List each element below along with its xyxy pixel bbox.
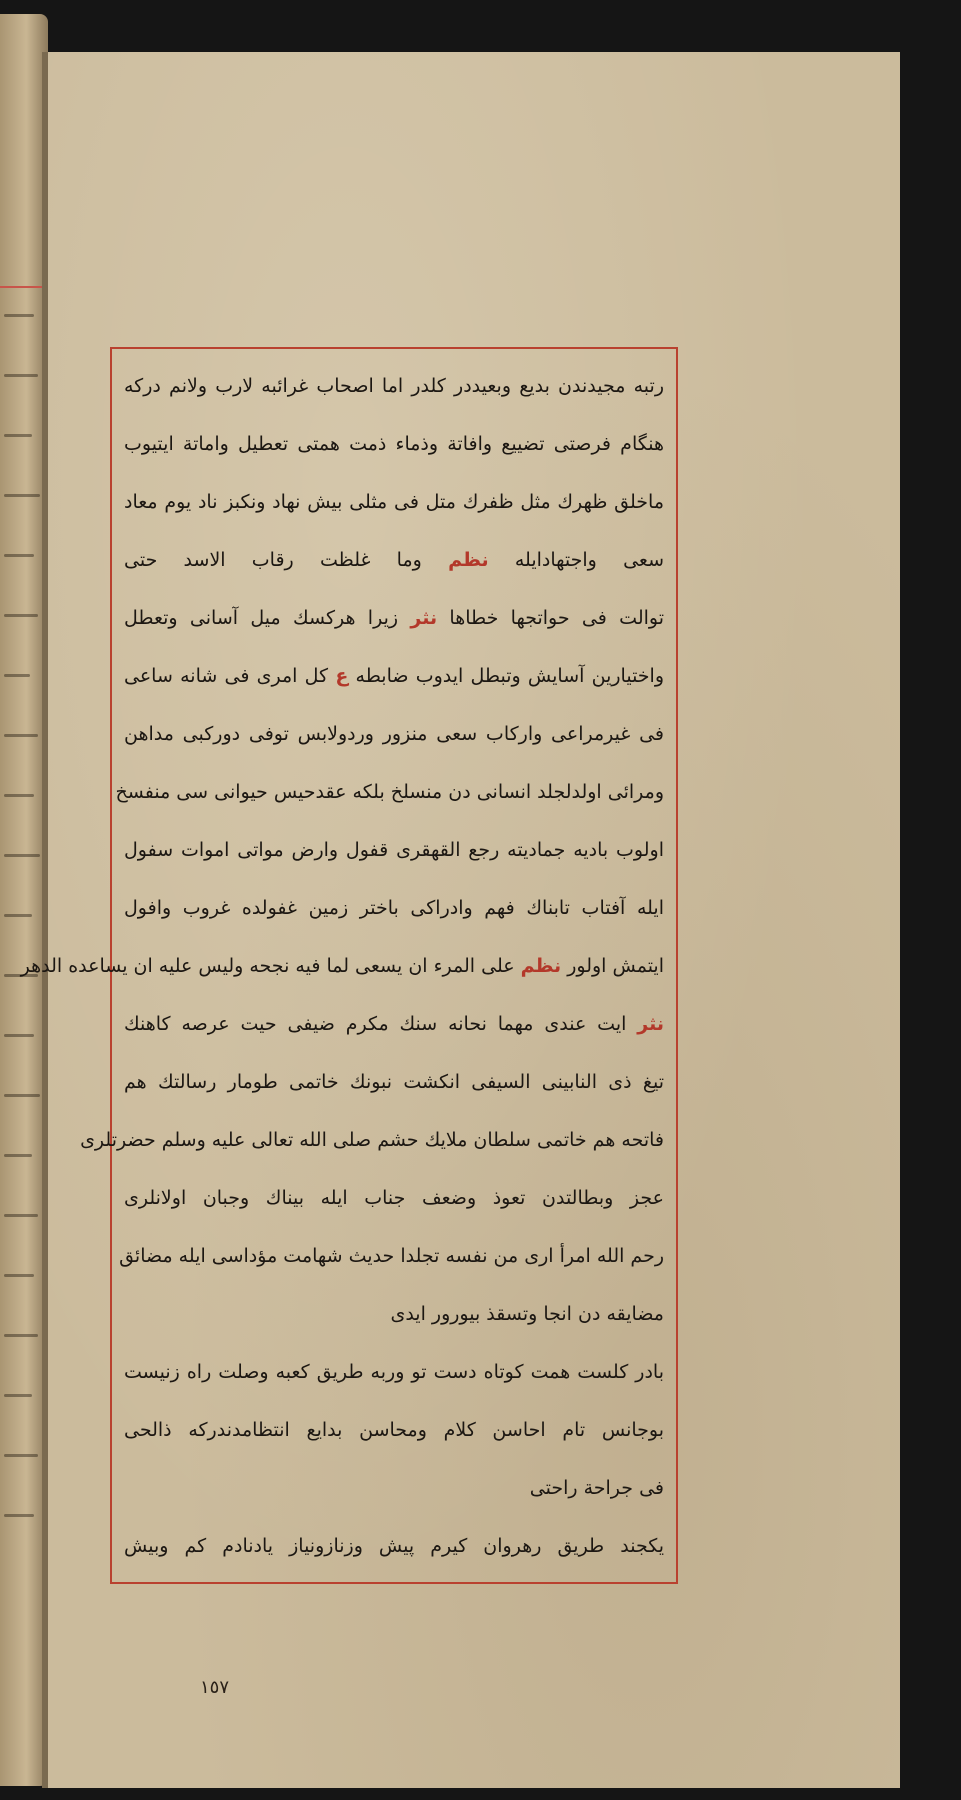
text-line <box>124 995 664 1053</box>
line-text: فی غیرمراعی وارکاب سعی منزور وردولابس توفی دورکبی مداهن <box>124 723 664 745</box>
rubric-heading: ع <box>335 665 349 687</box>
folio-number: ١٥٧ <box>200 1677 230 1698</box>
facing-page-text <box>4 1454 38 1457</box>
line-text: ایت عندی مهما نحانه سنك مکرم ضیفی حیت عرصه کاهنك <box>124 1013 627 1035</box>
manuscript-page <box>20 52 900 1788</box>
facing-page-text <box>4 1034 34 1037</box>
line-text: اولوب بادیه جمادیته رجع القهقری قفول وارض مواتی اموات سفول <box>124 839 664 861</box>
rubric-heading: نظم <box>520 955 562 977</box>
text-line <box>124 879 664 937</box>
facing-page-text <box>4 1334 38 1337</box>
facing-page-edge <box>0 14 48 1786</box>
rubric-heading: نظم <box>448 549 489 571</box>
facing-page-text <box>4 1514 34 1517</box>
text-line <box>124 357 664 415</box>
line-text: زیرا هرکسك میل آسانی وتعطل <box>124 607 399 629</box>
line-text: تیغ ذی النابینی السیفی انکشت نبونك خاتمی طومار رسالتك هم <box>124 1071 664 1093</box>
line-text: فاتحه هم خاتمی سلطان ملایك حشم صلی الله تعالی علیه وسلم حضرتلری <box>80 1129 664 1151</box>
line-text: کل امری فی شانه ساعی <box>124 665 329 687</box>
line-text: بوجانس تام احاسن کلام ومحاسن بدایع انتظامدندرکه ذالحی <box>124 1419 664 1441</box>
facing-page-text <box>4 1214 38 1217</box>
facing-page-text <box>4 314 34 317</box>
line-text: سعی واجتهادایله <box>514 549 665 571</box>
line-text: وما غلظت رقاب الاسد حتی <box>124 549 422 571</box>
line-text: ومرائی اولدلجلد انسانی دن منسلخ بلکه عقدحیس حیوانی سی منفسخ <box>115 781 664 803</box>
text-line <box>124 1459 664 1517</box>
rubric-heading: نثر <box>410 607 438 629</box>
text-line <box>124 647 664 705</box>
line-text: فی جراحة راحتی <box>529 1477 664 1499</box>
line-text: رحم الله امرأ اری من نفسه تجلدا حدیث شهامت مؤداسی ایله مضائق <box>119 1245 664 1267</box>
facing-page-text <box>4 794 34 797</box>
facing-page-text <box>4 914 32 917</box>
rubric-heading: نثر <box>637 1013 664 1035</box>
facing-page-text <box>4 614 38 617</box>
facing-page-text <box>4 1094 40 1097</box>
line-text: ماخلق ظهرك مثل ظفرك متل فی مثلی بیش نهاد ونکبز ناد یوم معاد <box>124 491 664 513</box>
line-text: یکجند طریق رهروان کیرم پیش وزنازونیاز یادنادم کم وبیش <box>124 1535 664 1557</box>
text-line <box>124 1053 664 1111</box>
line-text: عجز وبطالتدن تعوذ وضعف جناب ایله بیناك وجبان اولانلری <box>124 1187 664 1209</box>
text-line <box>119 1227 664 1285</box>
text-line <box>124 705 664 763</box>
line-text: علی المرء ان یسعی لما فیه نجحه ولیس علیه ان یساعده الدهر <box>20 955 515 977</box>
facing-page-text <box>4 854 40 857</box>
facing-page-text <box>4 1274 34 1277</box>
text-line <box>20 937 664 995</box>
facing-page-text <box>4 554 34 557</box>
line-text: ایتمش اولور <box>567 955 664 977</box>
facing-page-text <box>4 494 40 497</box>
text-line <box>124 1343 664 1401</box>
text-line <box>124 473 664 531</box>
text-line <box>124 1401 664 1459</box>
text-line <box>124 589 664 647</box>
line-text: هنگام فرصتی تضییع وافاتة وذماء ذمت همتی تعطیل واماتة ایتیوب <box>124 433 664 455</box>
text-block-frame <box>20 347 678 1584</box>
text-line <box>80 1111 664 1169</box>
text-line <box>124 531 664 589</box>
text-line <box>124 1285 664 1343</box>
line-text: واختیارین آسایش وتبطل ایدوب ضابطه <box>355 665 665 687</box>
facing-page-text <box>4 374 38 377</box>
facing-page-text <box>4 734 38 737</box>
line-text: بادر کلست همت کوتاه دست تو وربه طریق کعبه وصلت راه زنیست <box>124 1361 664 1383</box>
text-line <box>124 1169 664 1227</box>
line-text: رتبه مجیدندن بدیع وبعیددر کلدر اما اصحاب غرائبه لارب ولانم درکه <box>124 375 664 397</box>
facing-page-text <box>4 434 32 437</box>
facing-page-text <box>4 1154 32 1157</box>
facing-page-text <box>4 1394 32 1397</box>
text-line <box>124 821 664 879</box>
facing-page-text <box>4 674 30 677</box>
text-line <box>124 415 664 473</box>
text-line <box>124 1517 664 1575</box>
text-line <box>115 763 664 821</box>
line-text: مضایقه دن انجا وتسقذ بیورور ایدی <box>390 1303 664 1325</box>
line-text: ایله آفتاب تابناك فهم وادراکی باختر زمین غفولده غروب وافول <box>124 897 664 919</box>
facing-page-ruling <box>0 286 48 1568</box>
line-text: توالت فی حواتجها خطاها <box>449 607 664 629</box>
